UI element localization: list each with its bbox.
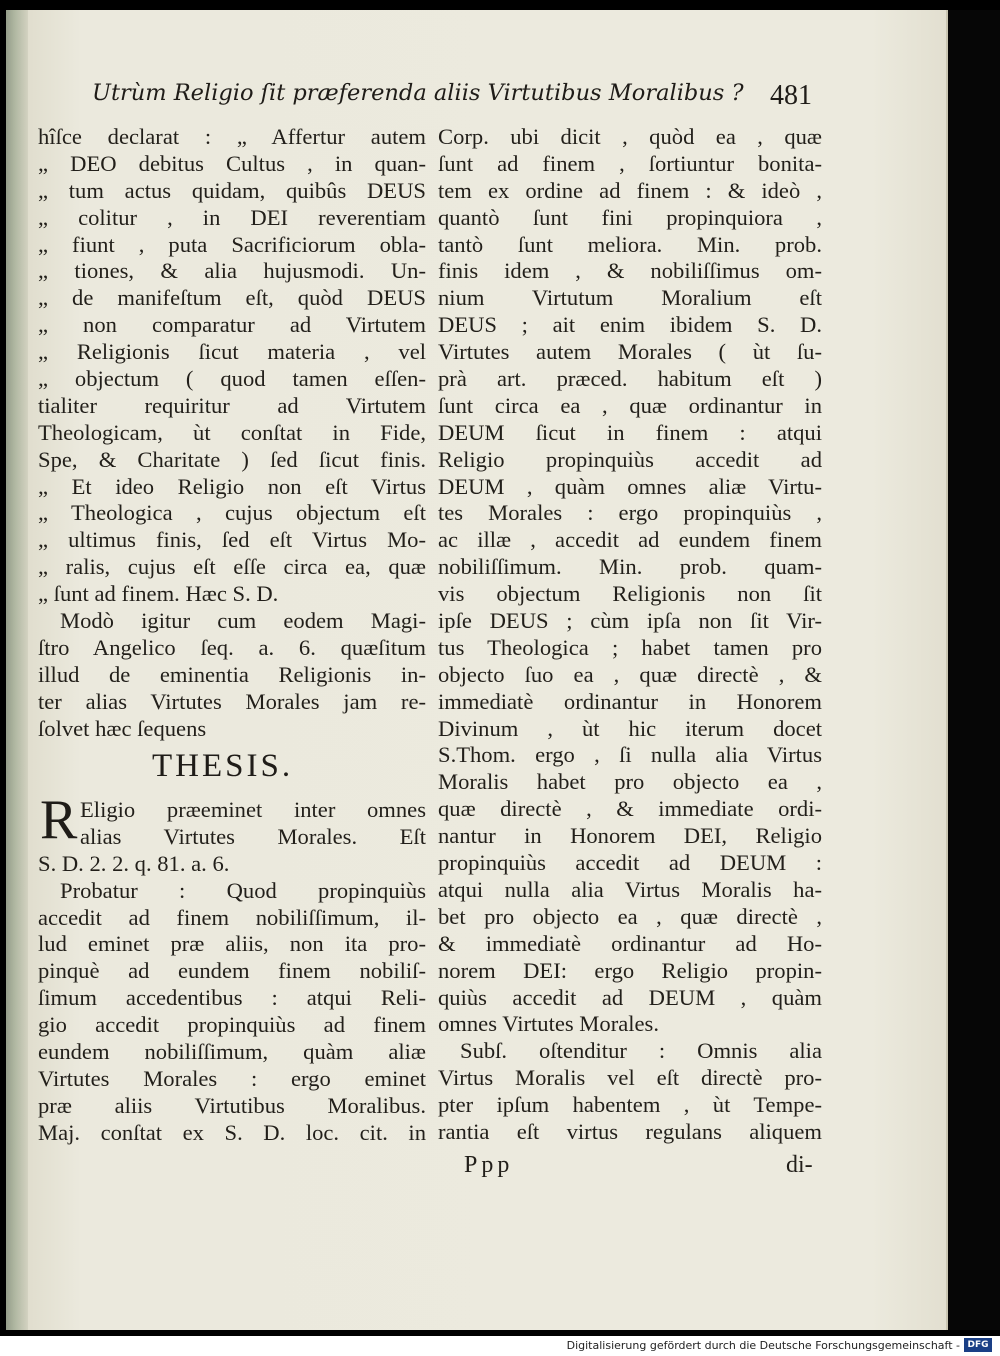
text-line: Modò igitur cum eodem Magi- xyxy=(60,608,426,634)
signature-mark: Ppp xyxy=(464,1152,514,1178)
scan-background xyxy=(948,10,1000,1330)
text-line: „ DEO debitus Cultus , in quan- xyxy=(38,150,426,176)
text-line: quantò ſunt fini propinquiora , xyxy=(438,204,822,230)
text-line: ſtro Angelico ſeq. a. 6. quæſitum xyxy=(38,634,426,660)
text-line: atqui nulla alia Virtus Moralis ha- xyxy=(438,876,822,902)
text-line: Subſ. oſtenditur : Omnis alia xyxy=(460,1038,822,1064)
text-line: Probatur : Quod propinquiùs xyxy=(60,877,426,903)
text-line: Spe, & Charitate ) ſed ſicut finis. xyxy=(38,446,426,472)
text-line: „ non comparatur ad Virtutem xyxy=(38,312,426,338)
text-line: ſunt circa ea , quæ ordinantur in xyxy=(438,392,822,418)
drop-initial: R xyxy=(40,789,78,851)
text-line: ſimum accedentibus : atqui Reli- xyxy=(38,985,426,1011)
text-line: ſunt ad finem , ſortiuntur bonita- xyxy=(438,150,822,176)
text-line: DEUS ; ait enim ibidem S. D. xyxy=(438,312,822,338)
text-line: S.Thom. ergo , ſi nulla alia Virtus xyxy=(438,742,822,768)
running-title: Utrùm Religio ſit præferenda aliis Virtutibus Moralibus ? xyxy=(92,80,744,106)
text-line: prà art. præced. habitum eſt ) xyxy=(438,366,822,392)
text-line: nobiliſſimum. Min. prob. quam- xyxy=(438,554,822,580)
text-line: Theologicam, ùt conſtat in Fide, xyxy=(38,419,426,445)
left-column xyxy=(38,124,426,742)
text-line: tes Morales : ergo propinquiùs , xyxy=(438,500,822,526)
text-line: Divinum , ùt hic iterum docet xyxy=(438,715,822,741)
text-line: vis objectum Religionis non ſit xyxy=(438,581,822,607)
text-line: DEUM ſicut in finem : atqui xyxy=(438,419,822,445)
text-line: „ Theologica , cujus objectum eſt xyxy=(38,500,426,526)
funding-note: Digitalisierung gefördert durch die Deutsche Forschungsgemeinschaft - xyxy=(566,1339,960,1352)
left-column-bottom xyxy=(38,797,426,1147)
page-number: 481 xyxy=(770,80,812,111)
text-line: alias Virtutes Morales. Eſt xyxy=(80,823,426,849)
text-line: „ colitur , in DEI reverentiam xyxy=(38,204,426,230)
text-line: ſolvet hæc ſequens xyxy=(38,715,207,741)
text-line: nantur in Honorem DEI, Religio xyxy=(438,823,822,849)
text-line: quiùs accedit ad DEUM , quàm xyxy=(438,984,822,1010)
text-line: Maj. conſtat ex S. D. loc. cit. in xyxy=(38,1119,426,1145)
text-line: omnes Virtutes Morales. xyxy=(438,1011,659,1037)
catchword: di- xyxy=(786,1152,813,1178)
text-line: ac illæ , accedit ad eundem finem xyxy=(438,527,822,553)
text-line: „ ultimus finis, ſed eſt Virtus Mo- xyxy=(38,527,426,553)
text-line: ter alias Virtutes Morales jam re- xyxy=(38,688,426,714)
text-line: propinquiùs accedit ad DEUM : xyxy=(438,850,822,876)
text-line: & immediatè ordinantur ad Ho- xyxy=(438,930,822,956)
text-line: „ de manifeſtum eſt, quòd DEUS xyxy=(38,285,426,311)
text-line: objecto ſuo ea , quæ directè , & xyxy=(438,661,822,687)
text-line: Virtus Moralis vel eſt directè pro- xyxy=(438,1065,822,1091)
text-line: eundem nobiliſſimum, quàm aliæ xyxy=(38,1039,426,1065)
text-line: DEUM , quàm omnes aliæ Virtu- xyxy=(438,473,822,499)
text-line: „ ralis, cujus eſt eſſe circa ea, quæ xyxy=(38,554,426,580)
page-binding-edge xyxy=(6,10,28,1330)
text-line: accedit ad finem nobiliſſimum, il- xyxy=(38,904,426,930)
dfg-logo: DFG xyxy=(964,1338,992,1352)
text-line: pter ipſum habentem , ùt Tempe- xyxy=(438,1092,822,1118)
right-column-text xyxy=(438,124,822,1146)
text-line: norem DEI: ergo Religio propin- xyxy=(438,957,822,983)
text-line: lud eminet præ aliis, non ita pro- xyxy=(38,931,426,957)
text-line: gio accedit propinquiùs ad finem xyxy=(38,1012,426,1038)
text-line: pinquè ad eundem finem nobiliſ- xyxy=(38,958,426,984)
right-column xyxy=(438,124,822,1146)
text-line: Virtutes autem Morales ( ùt ſu- xyxy=(438,339,822,365)
text-line: „ Et ideo Religio non eſt Virtus xyxy=(38,473,426,499)
text-line: finis idem , & nobiliſſimus om- xyxy=(438,258,822,284)
text-line: „ tum actus quidam, quibûs DEUS xyxy=(38,177,426,203)
text-line: Religio propinquiùs accedit ad xyxy=(438,446,822,472)
text-line: Eligio præeminet inter omnes xyxy=(80,797,426,822)
text-line: immediatè ordinantur in Honorem xyxy=(438,688,822,714)
text-line: bet pro objecto ea , quæ directè , xyxy=(438,903,822,929)
text-line: „ tiones, & alia hujusmodi. Un- xyxy=(38,258,426,284)
text-line: „ Religionis ſicut materia , vel xyxy=(38,339,426,365)
left-column-bottom-text xyxy=(38,797,426,1147)
text-line: illud de eminentia Religionis in- xyxy=(38,661,426,687)
text-line: ipſe DEUS ; cùm ipſa non ſit Vir- xyxy=(438,608,822,634)
text-line: Corp. ubi dicit , quòd ea , quæ xyxy=(438,124,822,149)
text-line: tem ex ordine ad finem : & ideò , xyxy=(438,177,822,203)
text-line: hîſce declarat : „ Affertur autem xyxy=(38,124,426,149)
text-line: tus Theologica ; habet tamen pro xyxy=(438,634,822,660)
text-line: quæ directè , & immediate ordi- xyxy=(438,796,822,822)
text-line: tialiter requiritur ad Virtutem xyxy=(38,392,426,418)
text-line: tantò ſunt meliora. Min. prob. xyxy=(438,231,822,257)
text-line: nium Virtutum Moralium eſt xyxy=(438,285,822,311)
text-line: „ fiunt , puta Sacrificiorum obla- xyxy=(38,231,426,257)
text-line: præ aliis Virtutibus Moralibus. xyxy=(38,1092,426,1118)
thesis-heading: THESIS. xyxy=(152,748,294,784)
text-line: „ ſunt ad finem. Hæc S. D. xyxy=(38,581,279,607)
text-line: S. D. 2. 2. q. 81. a. 6. xyxy=(38,850,230,876)
text-line: Virtutes Morales : ergo eminet xyxy=(38,1065,426,1091)
text-line: Moralis habet pro objecto ea , xyxy=(438,769,822,795)
text-line: rantia eſt virtus regulans aliquem xyxy=(438,1118,822,1144)
left-column-top-text xyxy=(38,124,426,742)
text-line: „ objectum ( quod tamen eſſen- xyxy=(38,366,426,392)
